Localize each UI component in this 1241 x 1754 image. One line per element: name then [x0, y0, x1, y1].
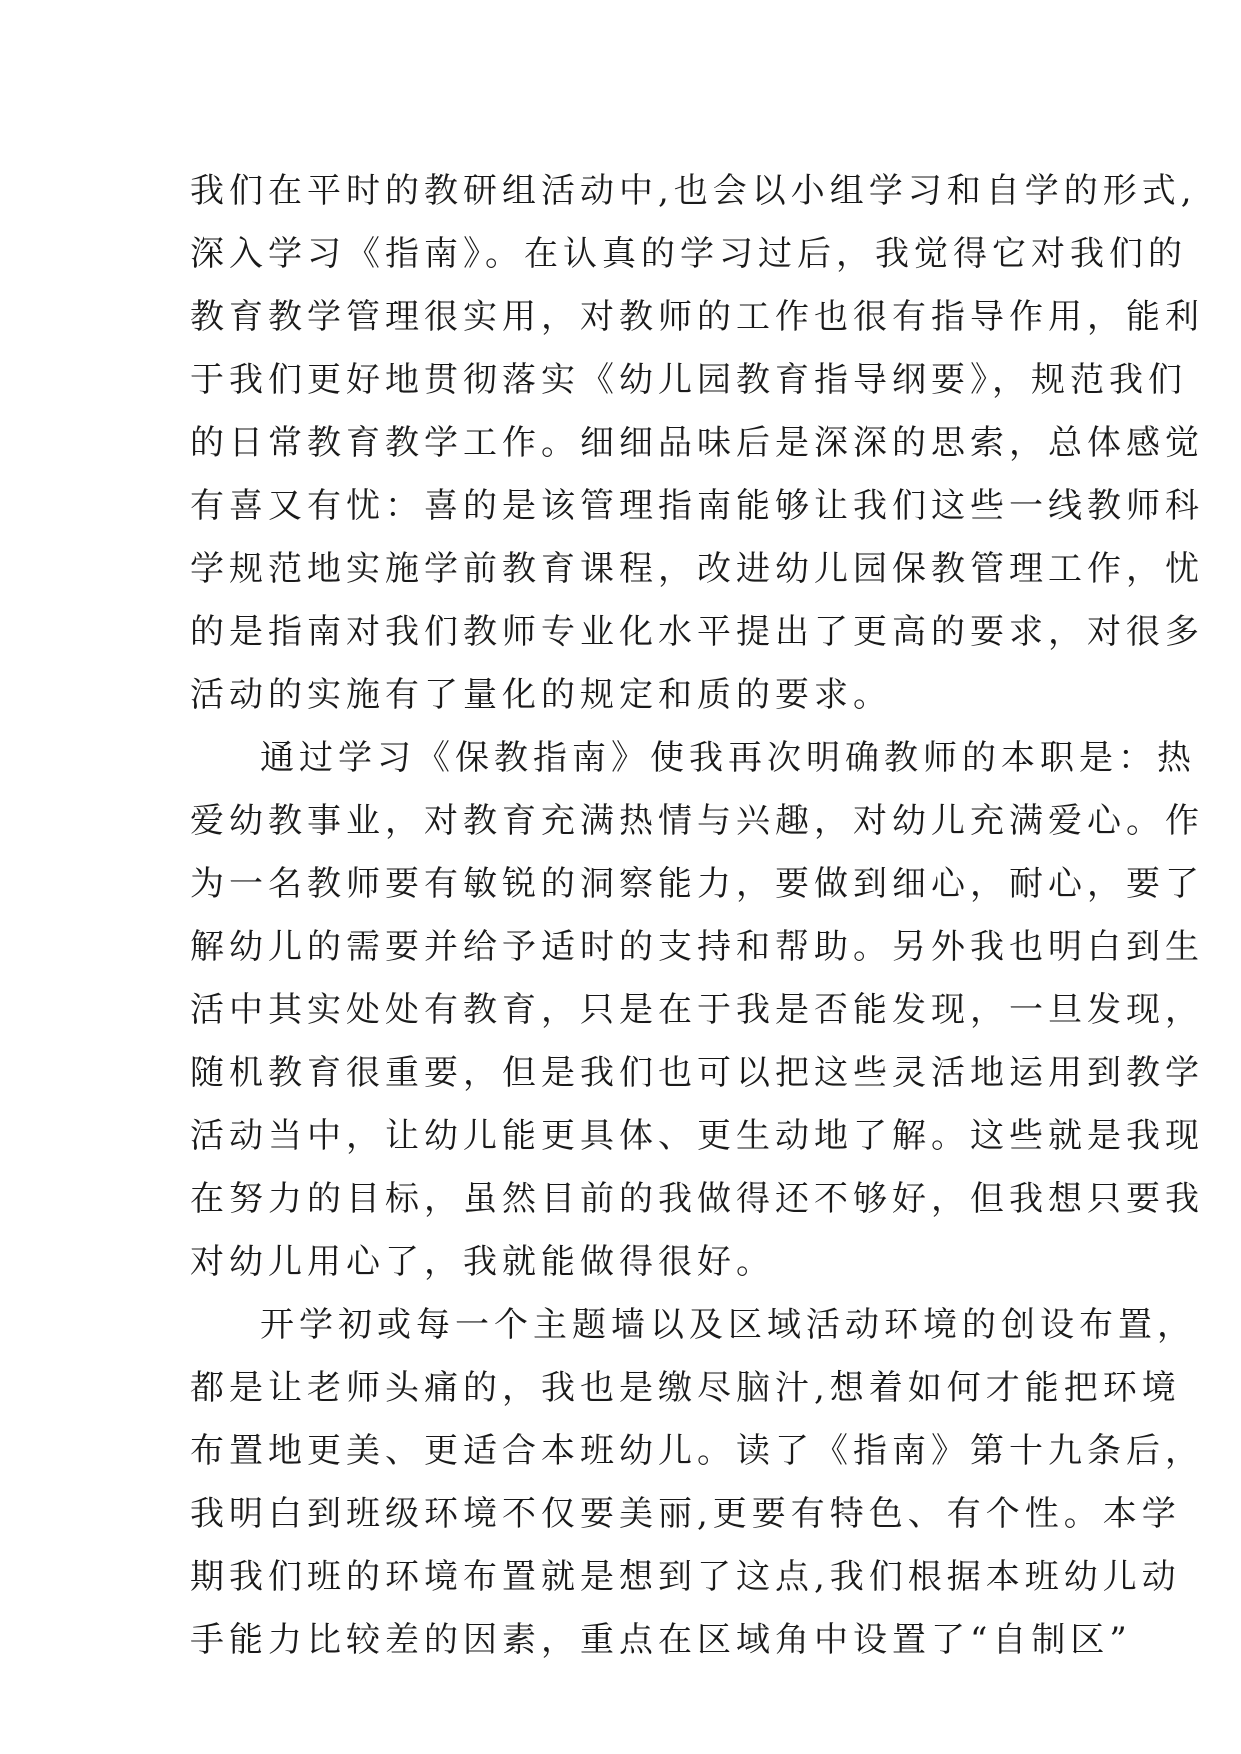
text-line: 布置地更美、更适合本班幼儿。读了《指南》第十九条后， [190, 1431, 1204, 1471]
text-line: 手能力比较差的因素，重点在区域角中设置了“自制区” [190, 1620, 1132, 1660]
text-line: 教育教学管理很实用，对教师的工作也很有指导作用，能利 [190, 297, 1204, 337]
text-line: 解幼儿的需要并给予适时的支持和帮助。另外我也明白到生 [190, 927, 1204, 967]
text-line: 我明白到班级环境不仅要美丽,更要有特色、有个性。本学 [190, 1494, 1181, 1534]
text-line: 活动的实施有了量化的规定和质的要求。 [190, 675, 892, 715]
text-line: 在努力的目标，虽然目前的我做得还不够好，但我想只要我 [190, 1179, 1204, 1219]
text-line: 于我们更好地贯彻落实《幼儿园教育指导纲要》，规范我们 [190, 360, 1187, 400]
text-line: 我们在平时的教研组活动中,也会以小组学习和自学的形式, [190, 171, 1197, 211]
text-line: 都是让老师头痛的，我也是缴尽脑汁,想着如何才能把环境 [190, 1368, 1181, 1408]
text-line: 通过学习《保教指南》使我再次明确教师的本职是：热 [260, 738, 1196, 778]
text-line: 爱幼教事业，对教育充满热情与兴趣，对幼儿充满爱心。作 [190, 801, 1204, 841]
text-line: 期我们班的环境布置就是想到了这点,我们根据本班幼儿动 [190, 1557, 1181, 1597]
text-line: 开学初或每一个主题墙以及区域活动环境的创设布置， [260, 1305, 1196, 1345]
text-line: 的是指南对我们教师专业化水平提出了更高的要求，对很多 [190, 612, 1204, 652]
body-text [190, 160, 1204, 1672]
text-line: 活动当中，让幼儿能更具体、更生动地了解。这些就是我现 [190, 1116, 1204, 1156]
text-line: 活中其实处处有教育，只是在于我是否能发现，一旦发现， [190, 990, 1204, 1030]
text-line: 为一名教师要有敏锐的洞察能力，要做到细心，耐心，要了 [190, 864, 1204, 904]
text-line: 的日常教育教学工作。细细品味后是深深的思索，总体感觉 [190, 423, 1204, 463]
text-line: 对幼儿用心了，我就能做得很好。 [190, 1242, 775, 1282]
text-line: 随机教育很重要，但是我们也可以把这些灵活地运用到教学 [190, 1053, 1204, 1093]
text-line: 学规范地实施学前教育课程，改进幼儿园保教管理工作，忧 [190, 549, 1204, 589]
text-line: 深入学习《指南》。在认真的学习过后，我觉得它对我们的 [190, 234, 1187, 274]
text-line: 有喜又有忧：喜的是该管理指南能够让我们这些一线教师科 [190, 486, 1204, 526]
